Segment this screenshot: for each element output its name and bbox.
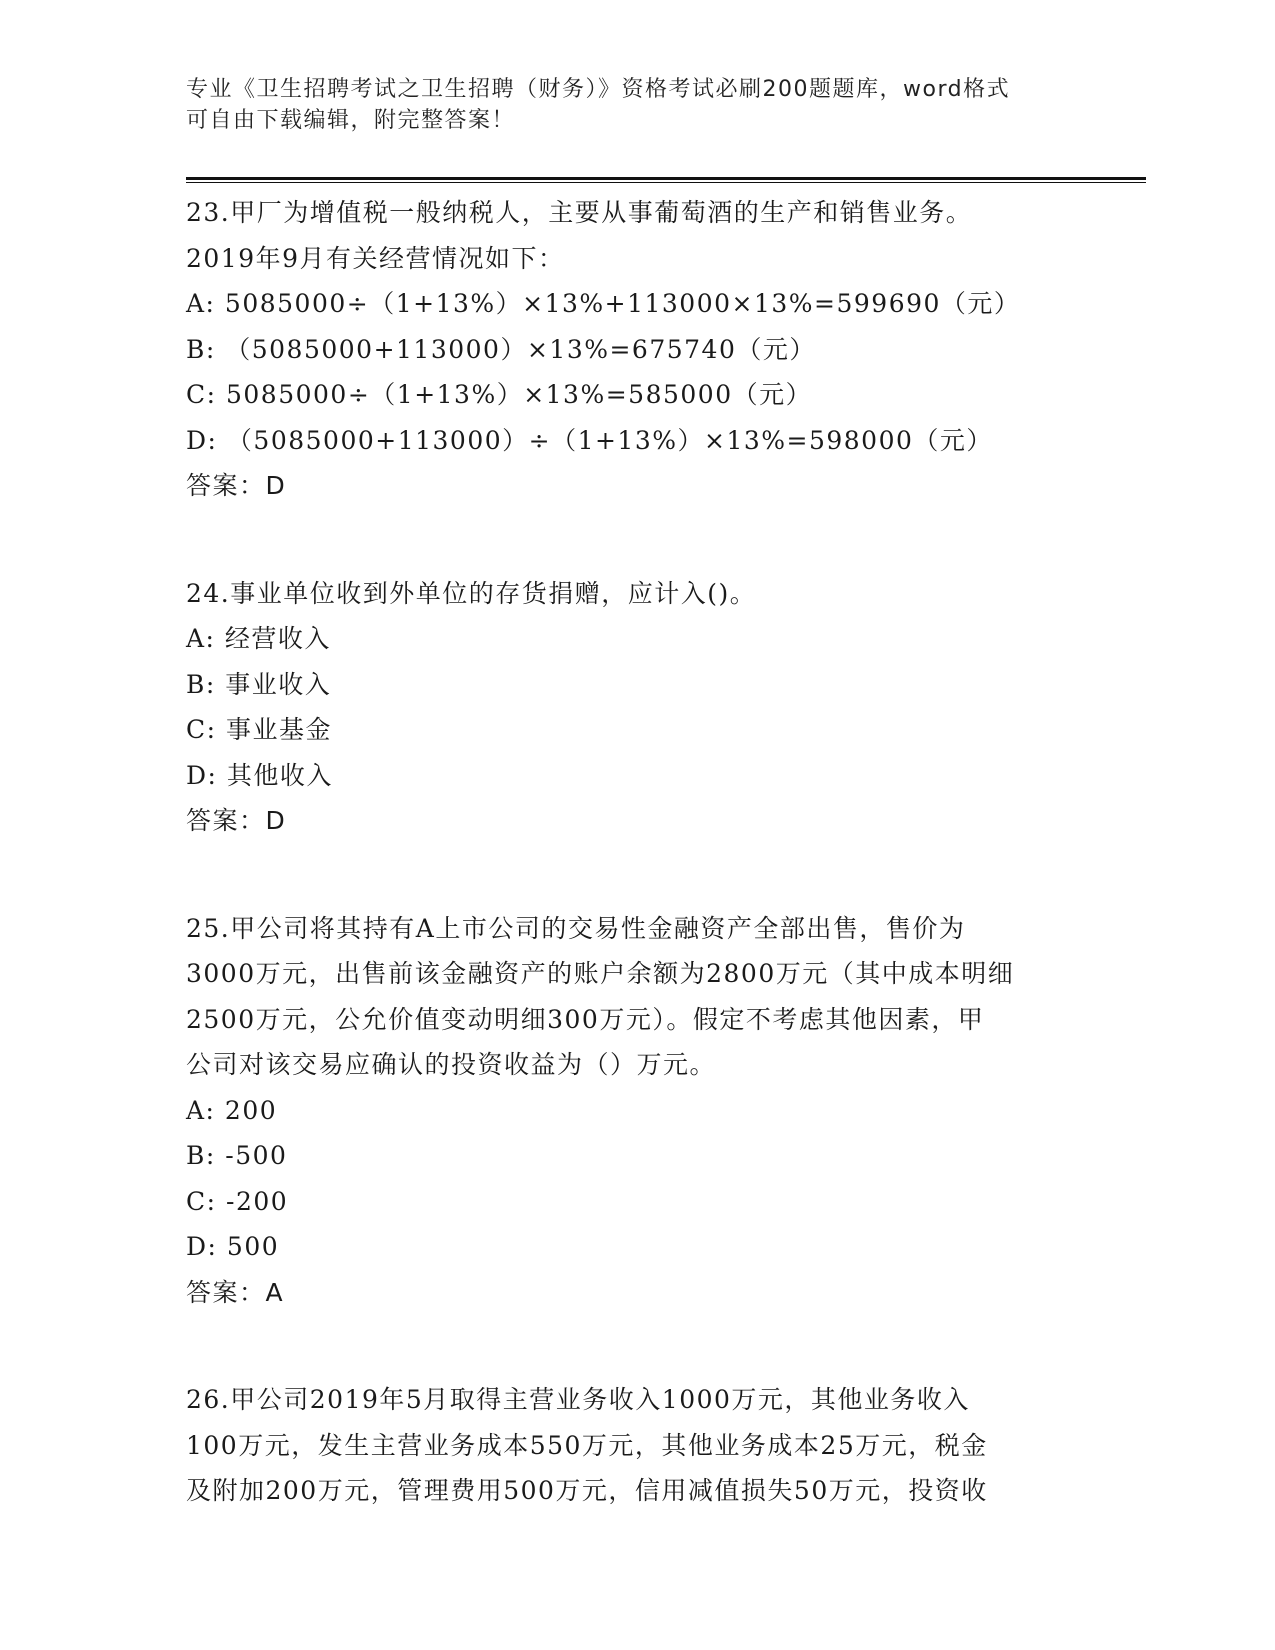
option-b: B: -500	[186, 1141, 288, 1170]
question-26	[186, 1377, 1086, 1514]
option-d: D: （5085000+113000）÷（1+13%）×13%=598000（元）	[186, 425, 993, 455]
option-a: A: 200	[186, 1095, 278, 1125]
question-stem: 23.甲厂为增值税一般纳税人，主要从事葡萄酒的生产和销售业务。	[186, 198, 973, 227]
question-stem: 25.甲公司将其持有A上市公司的交易性金融资产全部出售，售价为	[186, 913, 966, 943]
option-c: C: -200	[186, 1186, 289, 1216]
question-25	[186, 906, 1086, 1316]
option-d: D: 500	[186, 1232, 280, 1261]
spacer	[186, 844, 1086, 906]
option-a: A: 5085000÷（1+13%）×13%+113000×13%=599690（元）	[186, 289, 1021, 318]
answer-label: 答案：D	[186, 806, 287, 835]
document-header	[186, 74, 1086, 136]
question-stem: 2019年9月有关经营情况如下：	[186, 243, 565, 273]
question-stem: 24.事业单位收到外单位的存货捐赠，应计入()。	[186, 578, 757, 608]
option-d: D: 其他收入	[186, 760, 333, 790]
spacer	[186, 509, 1086, 571]
header-divider-thin	[186, 182, 1146, 183]
header-divider-thick	[186, 177, 1146, 180]
option-c: C: 事业基金	[186, 715, 332, 744]
question-stem: 2500万元，公允价值变动明细300万元）。假定不考虑其他因素，甲	[186, 1004, 985, 1034]
question-stem: 公司对该交易应确认的投资收益为（）万元。	[186, 1050, 717, 1079]
answer-label: 答案：D	[186, 471, 287, 500]
header-line-1: 专业《卫生招聘考试之卫生招聘（财务）》资格考试必刷200题题库，word格式	[186, 77, 1011, 102]
option-a: A: 经营收入	[186, 624, 331, 653]
option-c: C: 5085000÷（1+13%）×13%=585000（元）	[186, 380, 813, 409]
question-list	[186, 190, 1086, 1514]
header-line-2: 可自由下载编辑，附完整答案！	[186, 108, 516, 133]
question-24	[186, 571, 1086, 844]
option-b: B: 事业收入	[186, 669, 332, 699]
question-23	[186, 190, 1086, 509]
answer-label: 答案：A	[186, 1277, 285, 1307]
question-stem: 3000万元，出售前该金融资产的账户余额为2800万元（其中成本明细	[186, 959, 1015, 988]
option-b: B: （5085000+113000）×13%=675740（元）	[186, 334, 816, 364]
question-stem: 100万元，发生主营业务成本550万元，其他业务成本25万元，税金	[186, 1430, 988, 1460]
question-stem: 26.甲公司2019年5月取得主营业务收入1000万元，其他业务收入	[186, 1385, 970, 1414]
question-stem: 及附加200万元，管理费用500万元，信用减值损失50万元，投资收	[186, 1476, 988, 1505]
spacer	[186, 1315, 1086, 1377]
